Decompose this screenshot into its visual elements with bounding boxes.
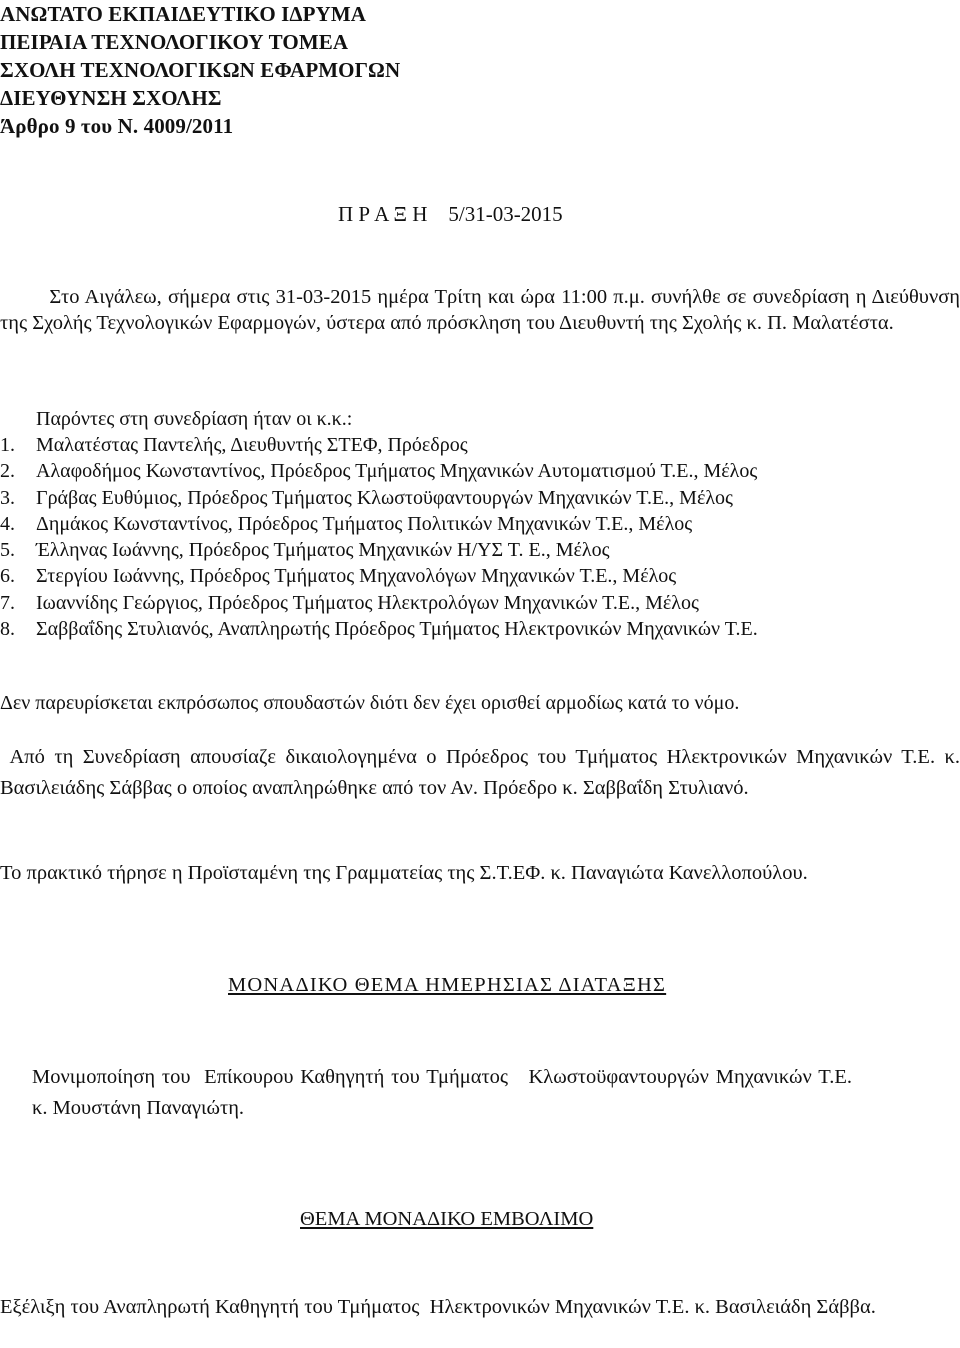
minutes-keeper-paragraph: Το πρακτικό τήρησε η Προϊσταμένη της Γραμματείας της Σ.Τ.ΕΦ. κ. Παναγιώτα Κανελλοπούλου. [0, 862, 808, 884]
member-text: Μαλατέστας Παντελής, Διευθυντής ΣΤΕΦ, Πρόεδρος [36, 434, 468, 456]
member-number: 6. [0, 565, 15, 588]
member-text: Δημάκος Κωνσταντίνος, Πρόεδρος Τμήματος Πολιτικών Μηχανικών Τ.Ε., Μέλος [36, 512, 693, 535]
absence-paragraph: Από τη Συνεδρίαση απουσίαζε δικαιολογημένα ο Πρόεδρος του Τμήματος Ηλεκτρονικών Μηχανικών Τ.Ε. κ. Βασιλειάδης Σάββας ο οποίος αναπληρώθηκε από τον Αν. Πρόεδρο κ. Σαββαΐδη Στυλιανό. [0, 746, 960, 799]
act-number-title: Π Ρ Α Ξ Η 5/31-03-2015 [338, 202, 563, 226]
extra-topic-heading: ΘΕΜΑ ΜΟΝΑΔΙΚΟ ΕΜΒΟΛΙΜΟ [300, 1208, 594, 1230]
header-line-law-article: Άρθρο 9 του Ν. 4009/2011 [0, 114, 234, 138]
member-text: Στεργίου Ιωάννης, Πρόεδρος Τμήματος Μηχανολόγων Μηχανικών Τ.Ε., Μέλος [36, 565, 677, 588]
header-line-city: ΠΕΙΡΑΙΑ ΤΕΧΝΟΛΟΓΙΚΟΥ ΤΟΜΕΑ [0, 30, 349, 54]
member-number: 5. [0, 539, 15, 562]
list-item [0, 485, 758, 511]
member-text: Γράβας Ευθύμιος, Πρόεδρος Τμήματος Κλωστοϋφαντουργών Μηχανικών Τ.Ε., Μέλος [36, 486, 733, 509]
member-text: Έλληνας Ιωάννης, Πρόεδρος Τμήματος Μηχανικών Η/ΥΣ Τ. Ε., Μέλος [36, 539, 610, 562]
agenda-topic-text: Μονιμοποίηση του Επίκουρου Καθηγητή του Τμήματος Κλωστοϋφαντουργών Μηχανικών Τ.Ε. κ. Μουστάνη Παναγιώτη. [32, 1066, 858, 1119]
member-text: Ιωαννίδης Γεώργιος, Πρόεδρος Τμήματος Ηλεκτρολόγων Μηχανικών Τ.Ε., Μέλος [36, 591, 699, 614]
list-item [0, 511, 758, 537]
header-line-directorate: ΔΙΕΥΘΥΝΣΗ ΣΧΟΛΗΣ [0, 86, 222, 110]
agenda-heading: ΜΟΝΑΔΙΚΟ ΘΕΜΑ ΗΜΕΡΗΣΙΑΣ ΔΙΑΤΑΞΗΣ [228, 974, 667, 996]
student-representative-note: Δεν παρευρίσκεται εκπρόσωπος σπουδαστών διότι δεν έχει ορισθεί αρμοδίως κατά το νόμο. [0, 692, 740, 714]
list-item [0, 458, 758, 484]
present-members-label: Παρόντες στη συνεδρίαση ήταν οι κ.κ.: [36, 408, 353, 430]
extra-topic-text: Εξέλιξη του Αναπληρωτή Καθηγητή του Τμήματος Ηλεκτρονικών Μηχανικών Τ.Ε. κ. Βασιλειάδη Σάββα. [0, 1296, 876, 1318]
members-list [0, 432, 758, 642]
member-number: 1. [0, 434, 15, 456]
institution-header [0, 0, 400, 140]
member-number: 2. [0, 460, 15, 483]
list-item [0, 432, 758, 458]
member-text: Σαββαΐδης Στυλιανός, Αναπληρωτής Πρόεδρος Τμήματος Ηλεκτρονικών Μηχανικών Τ.Ε. [36, 618, 758, 641]
member-number: 4. [0, 512, 15, 535]
member-number: 7. [0, 591, 15, 614]
header-line-school: ΣΧΟΛΗ ΤΕΧΝΟΛΟΓΙΚΩΝ ΕΦΑΡΜΟΓΩΝ [0, 58, 401, 82]
list-item [0, 563, 758, 589]
member-text: Αλαφοδήμος Κωνσταντίνος, Πρόεδρος Τμήματος Μηχανικών Αυτοματισμού Τ.Ε., Μέλος [36, 460, 758, 483]
list-item [0, 537, 758, 563]
list-item [0, 590, 758, 616]
header-line-institution: ΑΝΩΤΑΤΟ ΕΚΠΑΙΔΕΥΤΙΚΟ ΙΔΡΥΜΑ [0, 2, 367, 26]
meeting-intro-paragraph: Στο Αιγάλεω, σήμερα στις 31-03-2015 ημέρα Τρίτη και ώρα 11:00 π.μ. συνήλθε σε συνεδρίαση η Διεύθυνση της Σχολής Τεχνολογικών Εφαρμογών, ύστερα από πρόσκληση του Διευθυντή της Σχολής κ. Π. Μαλατέστα. [0, 286, 960, 334]
list-item [0, 616, 758, 642]
member-number: 8. [0, 618, 15, 641]
member-number: 3. [0, 486, 15, 509]
